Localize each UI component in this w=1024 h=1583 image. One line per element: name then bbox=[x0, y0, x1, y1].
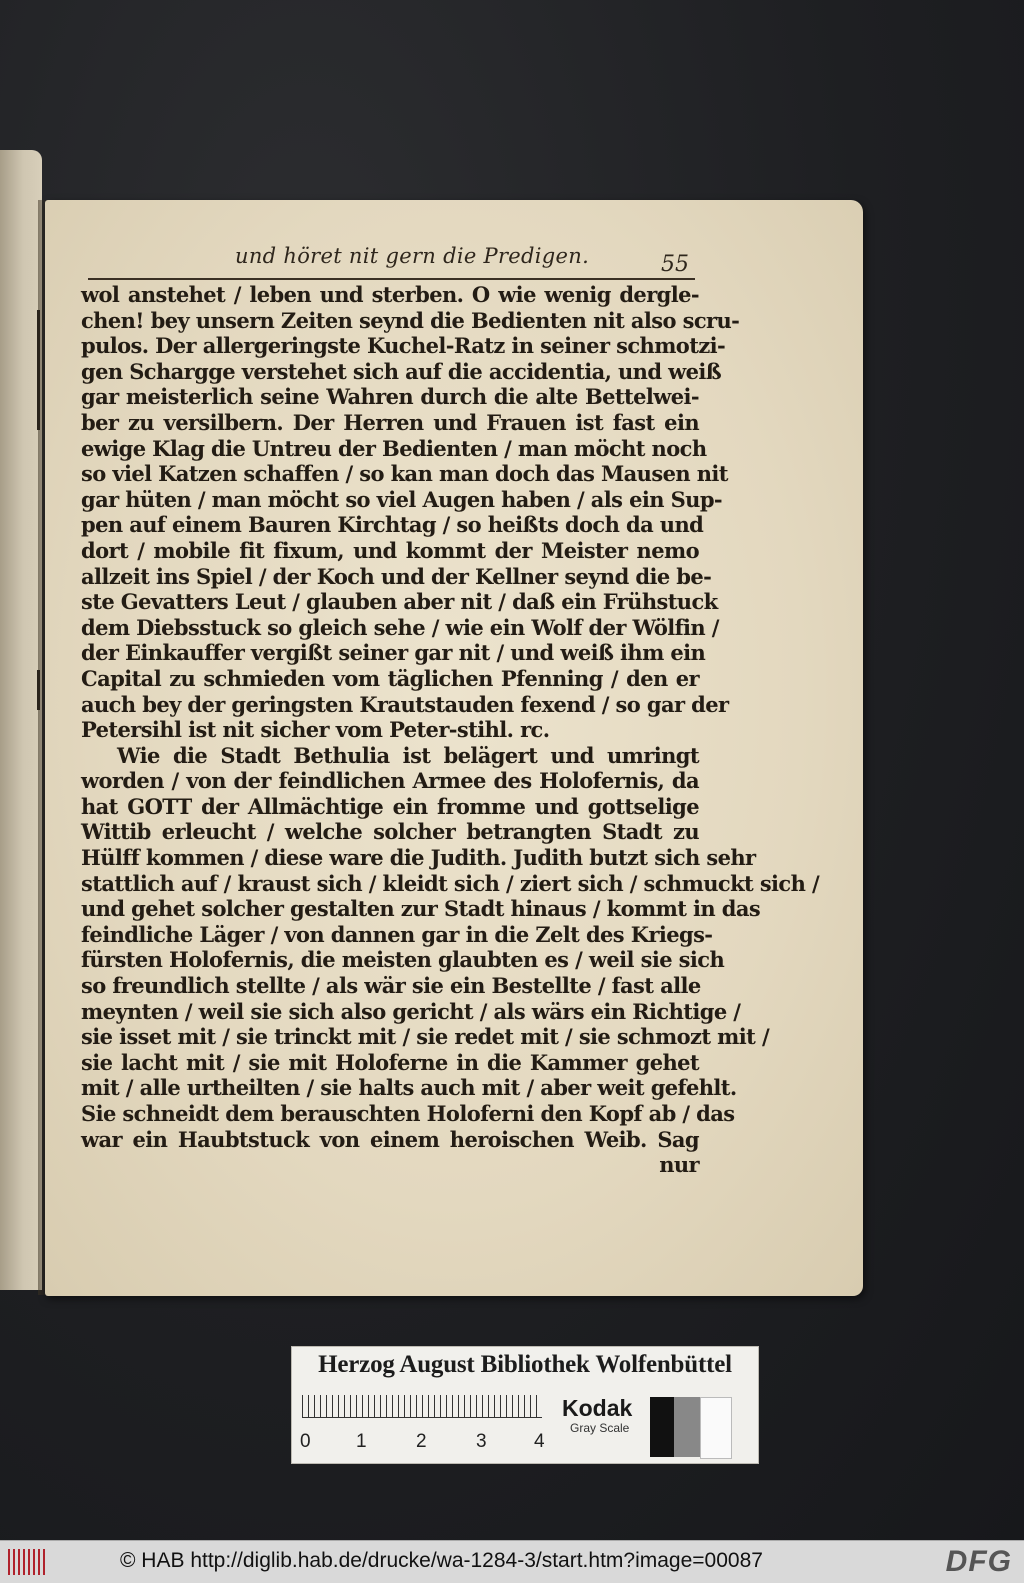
text-line: pulos. Der allergeringste Kuchel-Ratz in seiner schmotzi- bbox=[81, 333, 726, 359]
library-name: Herzog August Bibliothek Wolfenbüttel bbox=[318, 1351, 732, 1378]
text-line: wol anstehet / leben und sterben. O wie wenig dergle- bbox=[81, 282, 699, 307]
text-line: Capital zu schmieden vom täglichen Pfenning / den er bbox=[81, 665, 699, 691]
gray-scale-caption: Gray Scale bbox=[570, 1421, 630, 1435]
text-line: sie lacht mit / sie mit Holoferne in die Kammer gehet bbox=[81, 1049, 699, 1075]
text-line: Hülff kommen / diese ware die Judith. Judith butzt sich sehr bbox=[81, 845, 756, 871]
text-line: Sie schneidt dem berauschten Holoferni den Kopf ab / das bbox=[81, 1101, 735, 1126]
text-line: der Einkauffer vergißt seiner gar nit / und weiß ihm ein bbox=[81, 640, 706, 666]
white-swatch bbox=[700, 1397, 732, 1459]
header-rule bbox=[88, 278, 695, 280]
ruler-number: 0 bbox=[300, 1431, 311, 1452]
ruler-number: 1 bbox=[356, 1431, 367, 1452]
text-line: auch bey der geringsten Krautstauden fexend / so gar der bbox=[81, 691, 729, 717]
text-line: gar hüten / man möcht so viel Augen haben / als ein Sup- bbox=[81, 486, 723, 512]
gray-swatch bbox=[674, 1397, 700, 1457]
page-number: 55 bbox=[661, 252, 689, 277]
copyright-url[interactable]: © HAB http://diglib.hab.de/drucke/wa-1284-3/start.htm?image=00087 bbox=[120, 1549, 763, 1572]
text-line: so viel Katzen schaffen / so kan man doch das Mausen nit bbox=[81, 461, 728, 487]
text-line: stattlich auf / kraust sich / kleidt sich / ziert sich / schmuckt sich / bbox=[81, 870, 820, 896]
text-line: hat GOTT der Allmächtige ein fromme und gottselige bbox=[81, 793, 699, 819]
text-line: mit / alle urtheilten / sie halts auch mit / aber weit gefehlt. bbox=[81, 1075, 737, 1101]
text-line: gen Schargge verstehet sich auf die accidentia, und weiß bbox=[81, 358, 722, 384]
dfg-logo: DFG bbox=[945, 1545, 1012, 1578]
black-swatch bbox=[650, 1397, 674, 1457]
margin-mark bbox=[37, 670, 40, 710]
book-page bbox=[45, 200, 863, 1296]
text-line: gar meisterlich seine Wahren durch die alte Bettelwei- bbox=[81, 384, 699, 410]
facing-page-edge bbox=[0, 150, 42, 1290]
ruler-number: 2 bbox=[416, 1431, 427, 1452]
text-line: ewige Klag die Untreu der Bedienten / man möcht noch bbox=[81, 435, 707, 461]
kodak-logo: Kodak bbox=[562, 1395, 633, 1421]
text-line: dort / mobile fit fixum, und kommt der Meister nemo bbox=[81, 537, 699, 563]
text-line: und gehet solcher gestalten zur Stadt hinaus / kommt in das bbox=[81, 896, 761, 922]
text-line: sie isset mit / sie trinckt mit / sie redet mit / sie schmozt mit / bbox=[81, 1024, 770, 1050]
body-text bbox=[81, 282, 820, 1178]
catchword: nur bbox=[659, 1152, 699, 1178]
ruler-number: 4 bbox=[534, 1431, 545, 1452]
ruler-number: 3 bbox=[476, 1431, 487, 1452]
footer-bar bbox=[0, 1540, 1024, 1583]
text-line: so freundlich stellte / als wär sie ein Bestellte / fast alle bbox=[81, 973, 701, 999]
text-line: meynten / weil sie sich also gericht / als wärs ein Richtige / bbox=[81, 998, 741, 1024]
barcode-icon bbox=[8, 1549, 46, 1575]
text-line: Wittib erleucht / welche solcher betrangten Stadt zu bbox=[81, 819, 699, 845]
text-line: war ein Haubtstuck von einem heroischen Weib. Sag bbox=[81, 1126, 699, 1152]
text-line: worden / von der feindlichen Armee des Holofernis, da bbox=[81, 768, 699, 794]
running-head: und höret nit gern die Predigen. bbox=[235, 244, 590, 268]
text-line: pen auf einem Bauren Kirchtag / so heißts doch da und bbox=[81, 512, 704, 538]
text-line: Wie die Stadt Bethulia ist belägert und umringt bbox=[117, 742, 699, 768]
text-line: allzeit ins Spiel / der Koch und der Kellner seynd die be- bbox=[81, 563, 712, 589]
text-line: feindliche Läger / von dannen gar in die Zelt des Kriegs- bbox=[81, 921, 713, 947]
text-line: fürsten Holofernis, die meisten glaubten es / weil sie sich bbox=[81, 947, 725, 973]
ruler-numbers bbox=[300, 1431, 560, 1455]
text-line: Petersihl ist nit sicher vom Peter-stihl. rc. bbox=[81, 717, 550, 743]
text-line: ste Gevatters Leut / glauben aber nit / daß ein Frühstuck bbox=[81, 589, 718, 615]
margin-mark bbox=[37, 310, 40, 430]
text-line: dem Diebsstuck so gleich sehe / wie ein Wolf der Wölfin / bbox=[81, 614, 719, 640]
ruler-scale bbox=[302, 1395, 542, 1418]
text-line: chen! bey unsern Zeiten seynd die Bedienten nit also scru- bbox=[81, 307, 740, 333]
text-line: ber zu versilbern. Der Herren und Frauen ist fast ein bbox=[81, 409, 699, 435]
library-label bbox=[291, 1346, 759, 1464]
